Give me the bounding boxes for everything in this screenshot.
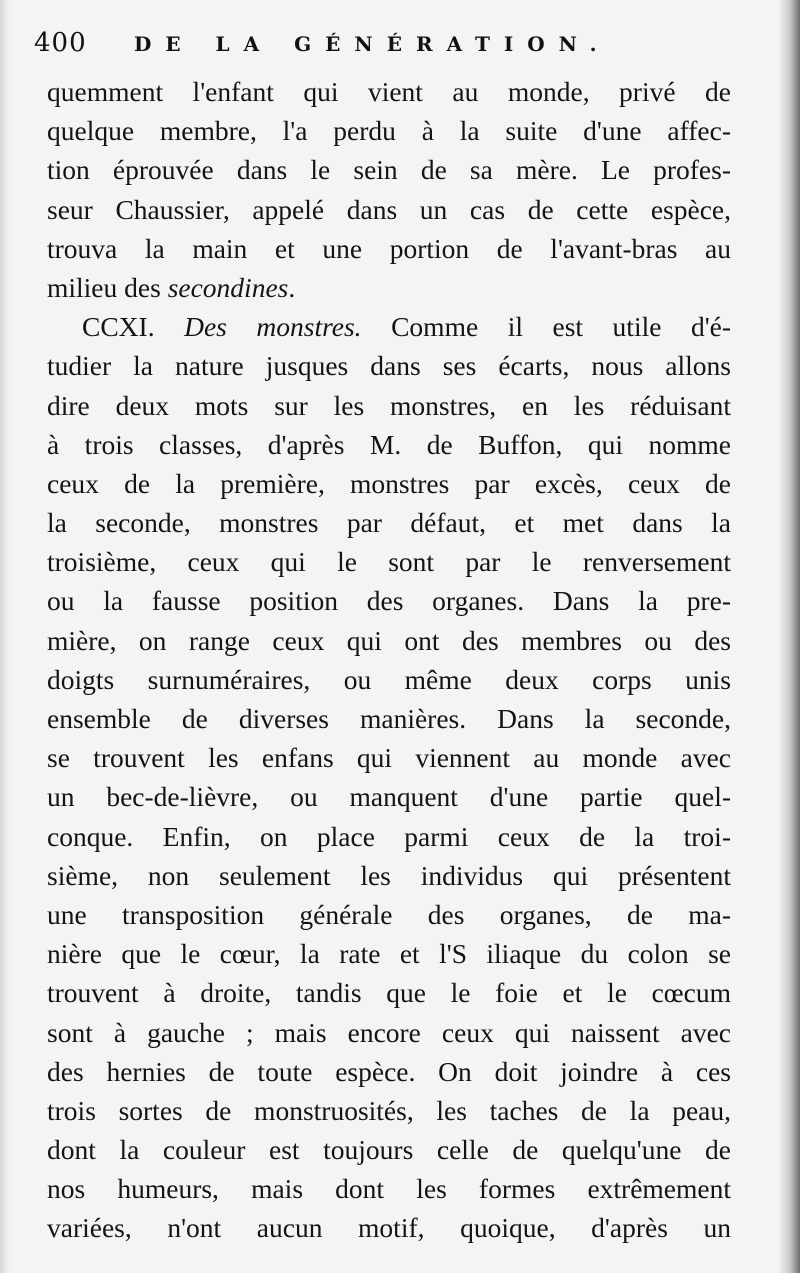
text-line: une transposition générale des organes, de ma-	[47, 898, 731, 930]
text-line: tudier la nature jusques dans ses écarts, nous allons	[47, 350, 731, 382]
italic-term: secondines	[167, 271, 289, 303]
text-line: des hernies de toute espèce. On doit joindre à ces	[47, 1055, 731, 1087]
section-title: Des monstres.	[184, 311, 362, 343]
text-line: se trouvent les enfans qui viennent au monde avec	[47, 742, 731, 774]
body-text	[47, 72, 731, 1248]
text-line: doigts surnuméraires, ou même deux corps unis	[47, 663, 731, 695]
text-line: un bec-de-lièvre, ou manquent d'une partie quel-	[47, 781, 731, 813]
text-line: trouva la main et une portion de l'avant-bras au	[47, 232, 731, 264]
text-line: ceux de la première, monstres par excès, ceux de	[47, 467, 731, 499]
text-line: dont la couleur est toujours celle de quelqu'une de	[47, 1134, 731, 1166]
text-line: ensemble de diverses manières. Dans la seconde,	[47, 703, 731, 734]
page-number: 400	[34, 28, 87, 58]
text-line: nos humeurs, mais dont les formes extrêmement	[47, 1173, 731, 1205]
text-line: sont à gauche ; mais encore ceux qui naissent avec	[47, 1016, 731, 1048]
text-line: quemment l'enfant qui vient au monde, privé de	[47, 76, 731, 107]
page-edge-shadow	[0, 0, 10, 1273]
text-segment: milieu des	[47, 271, 168, 303]
text-line: sième, non seulement les individus qui présentent	[47, 859, 731, 891]
text-line: ou la fausse position des organes. Dans la pre-	[47, 585, 731, 617]
text-line: la seconde, monstres par défaut, et met dans la	[47, 507, 731, 539]
book-spine-shadow	[778, 0, 800, 1273]
text-line: nière que le cœur, la rate et l'S iliaque du colon se	[47, 938, 731, 970]
page-header	[34, 26, 754, 66]
text-line: quelque membre, l'a perdu à la suite d'une affec-	[47, 115, 731, 147]
text-line: conque. Enfin, on place parmi ceux de la troi-	[47, 820, 731, 852]
paragraph-end-line	[47, 268, 731, 307]
running-title: DE LA GÉNÉRATION.	[134, 32, 611, 56]
text-line: variées, n'ont aucun motif, quoique, d'après un	[47, 1212, 731, 1244]
text-line: tion éprouvée dans le sein de sa mère. Le profes-	[47, 154, 731, 186]
text-segment: .	[288, 271, 296, 303]
text-segment: Comme il est utile d'é-	[391, 311, 732, 343]
text-line: seur Chaussier, appelé dans un cas de cette espèce,	[47, 193, 731, 225]
text-line: à trois classes, d'après M. de Buffon, qui nomme	[47, 428, 731, 460]
text-line: trouvent à droite, tandis que le foie et le cœcum	[47, 977, 731, 1009]
text-line: trois sortes de monstruosités, les taches de la peau,	[47, 1094, 731, 1126]
section-number: CCXI.	[82, 311, 155, 343]
section-heading-line	[47, 307, 731, 346]
text-line: troisième, ceux qui le sont par le renversement	[47, 546, 731, 578]
text-line: mière, on range ceux qui ont des membres ou des	[47, 624, 731, 656]
text-line: dire deux mots sur les monstres, en les réduisant	[47, 389, 731, 421]
